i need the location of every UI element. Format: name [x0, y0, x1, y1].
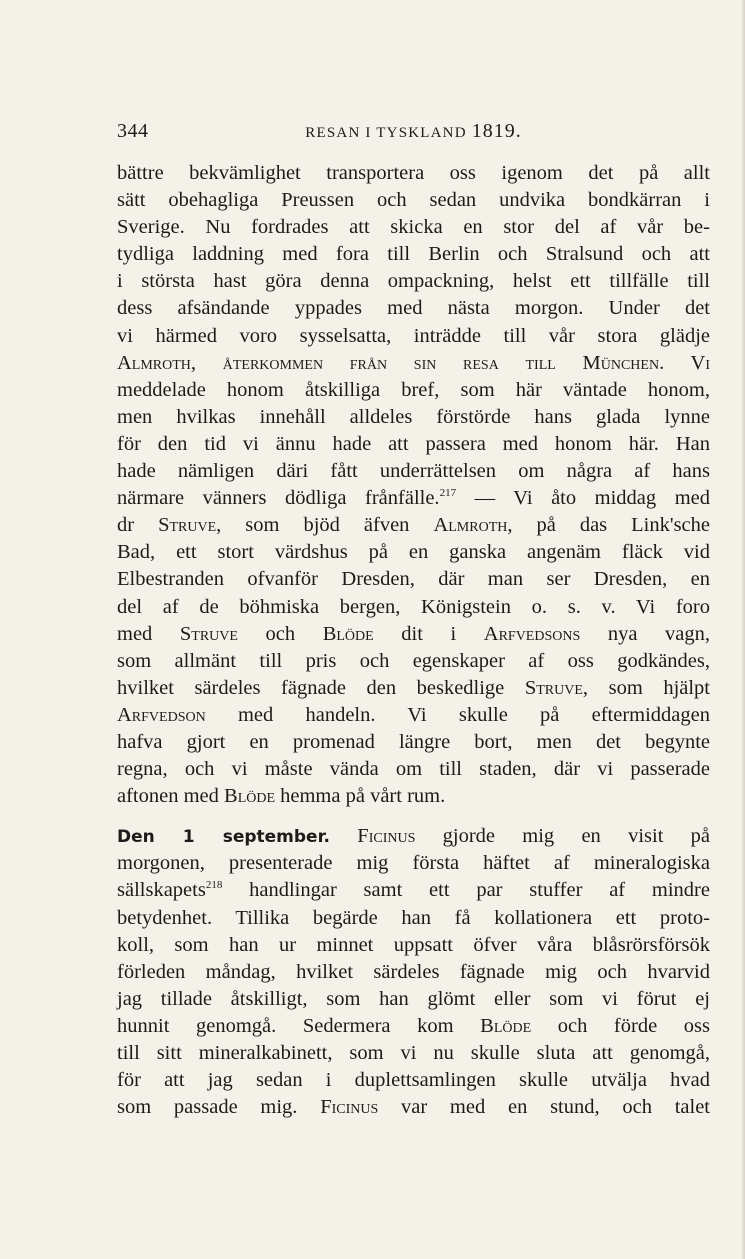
- line-text: i största hast göra denna ompackning, helst ett tillfälle till: [117, 270, 710, 293]
- name-arfvedsons: Arfvedsons: [483, 622, 581, 645]
- running-head-year: 1819.: [471, 120, 522, 142]
- line-text: jag tillade åtskilligt, som han glömt eller som vi förut ej: [117, 987, 710, 1010]
- line-text: koll, som han ur minnet uppsatt öfver våra blåsrörsförsök: [117, 933, 710, 956]
- line-text: för att jag sedan i duplettsamlingen skulle utvälja hvad: [117, 1069, 710, 1092]
- text-line: [117, 783, 710, 810]
- footnote-ref-218: 218: [205, 879, 223, 892]
- line-text: bättre bekvämlighet transportera oss igenom det på allt: [117, 162, 710, 184]
- line-text: hemma på vårt rum.: [275, 785, 446, 808]
- line-text: sällskapets: [117, 879, 206, 902]
- text-line: [117, 350, 710, 377]
- text-line: [117, 648, 710, 675]
- line-text: och: [237, 622, 323, 645]
- line-text: regna, och vi måste vända om till staden, där vi passerade: [117, 758, 710, 781]
- paragraph-gap: [117, 810, 710, 823]
- date-heading: Den 1 september.: [117, 827, 331, 848]
- text-line: [117, 160, 710, 187]
- line-text: vi härmed voro sysselsatta, inträdde till vår stora glädje: [117, 324, 710, 347]
- text-line: [117, 702, 710, 729]
- name-blode: Blöde: [322, 622, 374, 645]
- line-text: — Vi åto middag med: [456, 487, 710, 510]
- text-line: [117, 594, 710, 621]
- line-text: som allmänt till pris och egenskaper af oss godkändes,: [117, 649, 710, 672]
- line-text: dr: [117, 514, 159, 537]
- text-line: [117, 485, 710, 512]
- line-text: morgonen, presenterade mig första häftet af mineralogiska: [117, 852, 710, 875]
- text-line: [117, 566, 710, 593]
- line-text: sätt obehagliga Preussen och sedan undvika bondkärran i: [117, 189, 710, 212]
- text-line: [117, 932, 710, 959]
- name-ficinus: Ficinus: [320, 1096, 379, 1119]
- line-text: , på das Link'sche: [507, 514, 710, 537]
- text-line: [117, 1013, 710, 1040]
- text-line: [117, 877, 710, 904]
- line-text: gjorde mig en visit på: [415, 825, 711, 848]
- line-text: Almroth, återkommen från sin resa till München. Vi: [117, 351, 710, 374]
- line-text: tydliga laddning med fora till Berlin och Stralsund och att: [117, 243, 710, 266]
- line-text: hvilket särdeles fägnade den beskedlige: [117, 676, 525, 699]
- line-text: och förde oss: [531, 1014, 710, 1037]
- page-number: 344: [117, 120, 149, 142]
- line-text: dit i: [373, 622, 484, 645]
- text-line: [117, 377, 710, 404]
- text-line: [117, 823, 710, 850]
- running-head: [117, 120, 710, 143]
- line-text: som passade mig.: [117, 1096, 321, 1119]
- line-text: del af de böhmiska bergen, Königstein o. s. v. Vi foro: [117, 595, 710, 618]
- line-text: dess afsändande yppades med nästa morgon. Under det: [117, 297, 710, 320]
- paragraph: [117, 823, 710, 1121]
- name-struve: Struve: [179, 622, 238, 645]
- text-line: [117, 1067, 710, 1094]
- name-almroth: Almroth: [433, 514, 508, 537]
- text-line: [117, 295, 710, 322]
- line-text: men hvilkas innehåll alldeles förstörde hans glada lynne: [117, 405, 710, 428]
- text-line: [117, 512, 710, 539]
- line-text: hafva gjort en promenad längre bort, men det begynte: [117, 730, 710, 753]
- line-text: [330, 825, 357, 847]
- text-line: [117, 675, 710, 702]
- text-line: [117, 214, 710, 241]
- line-text: till sitt mineralkabinett, som vi nu skulle sluta att genomgå,: [117, 1042, 710, 1064]
- line-text: med handeln. Vi skulle på eftermiddagen: [205, 703, 710, 726]
- line-text: Sverige. Nu fordrades att skicka en stor del af vår be-: [117, 216, 710, 239]
- line-text: förleden måndag, hvilket särdeles fägnade mig och hvarvid: [117, 960, 710, 983]
- line-text: nya vagn,: [580, 622, 710, 645]
- text-line: [117, 850, 710, 877]
- text-line: [117, 1040, 710, 1067]
- line-text: närmare vänners dödliga frånfälle.: [117, 487, 440, 510]
- line-text: aftonen med: [117, 785, 225, 808]
- text-line: [117, 1094, 710, 1121]
- text-line: [117, 431, 710, 458]
- text-line: [117, 539, 710, 566]
- line-text: för den tid vi ännu hade att passera med honom här. Han: [117, 432, 710, 455]
- body-text: [117, 160, 710, 1121]
- line-text: betydenhet. Tillika begärde han få kollationera ett proto-: [117, 906, 710, 929]
- text-line: [117, 241, 710, 268]
- text-line: [117, 404, 710, 431]
- text-line: [117, 268, 710, 295]
- page-header: [117, 120, 710, 150]
- line-text: , som bjöd äfven: [216, 514, 434, 537]
- name-ficinus: Ficinus: [357, 825, 416, 848]
- text-line: [117, 986, 710, 1013]
- text-line: [117, 959, 710, 986]
- paragraph: [117, 160, 710, 810]
- text-line: [117, 905, 710, 932]
- line-text: hade nämligen däri fått underrättelsen om några af hans: [117, 460, 710, 483]
- line-text: var med en stund, och talet: [378, 1096, 710, 1119]
- name-struve: Struve: [158, 514, 217, 537]
- text-line: [117, 323, 710, 350]
- line-text: handlingar samt ett par stuffer af mindre: [222, 879, 710, 902]
- line-text: hunnit genomgå. Sedermera kom: [117, 1014, 481, 1037]
- line-text: Bad, ett stort värdshus på en ganska angenäm fläck vid: [117, 541, 710, 564]
- text-line: [117, 458, 710, 485]
- text-line: [117, 187, 710, 214]
- name-blode: Blöde: [480, 1014, 532, 1037]
- name-blode: Blöde: [224, 785, 276, 808]
- line-text: meddelade honom åtskilliga bref, som här väntade honom,: [117, 378, 710, 401]
- text-line: [117, 756, 710, 783]
- footnote-ref-217: 217: [439, 487, 457, 500]
- line-text: Elbestranden ofvanför Dresden, där man ser Dresden, en: [117, 568, 710, 591]
- text-line: [117, 729, 710, 756]
- running-head-title: RESAN I TYSKLAND: [305, 125, 467, 141]
- text-line: [117, 621, 710, 648]
- line-text: , som hjälpt: [582, 676, 710, 699]
- name-struve: Struve: [524, 676, 583, 699]
- line-text: med: [117, 622, 180, 645]
- name-arfvedson: Arfvedson: [117, 703, 206, 726]
